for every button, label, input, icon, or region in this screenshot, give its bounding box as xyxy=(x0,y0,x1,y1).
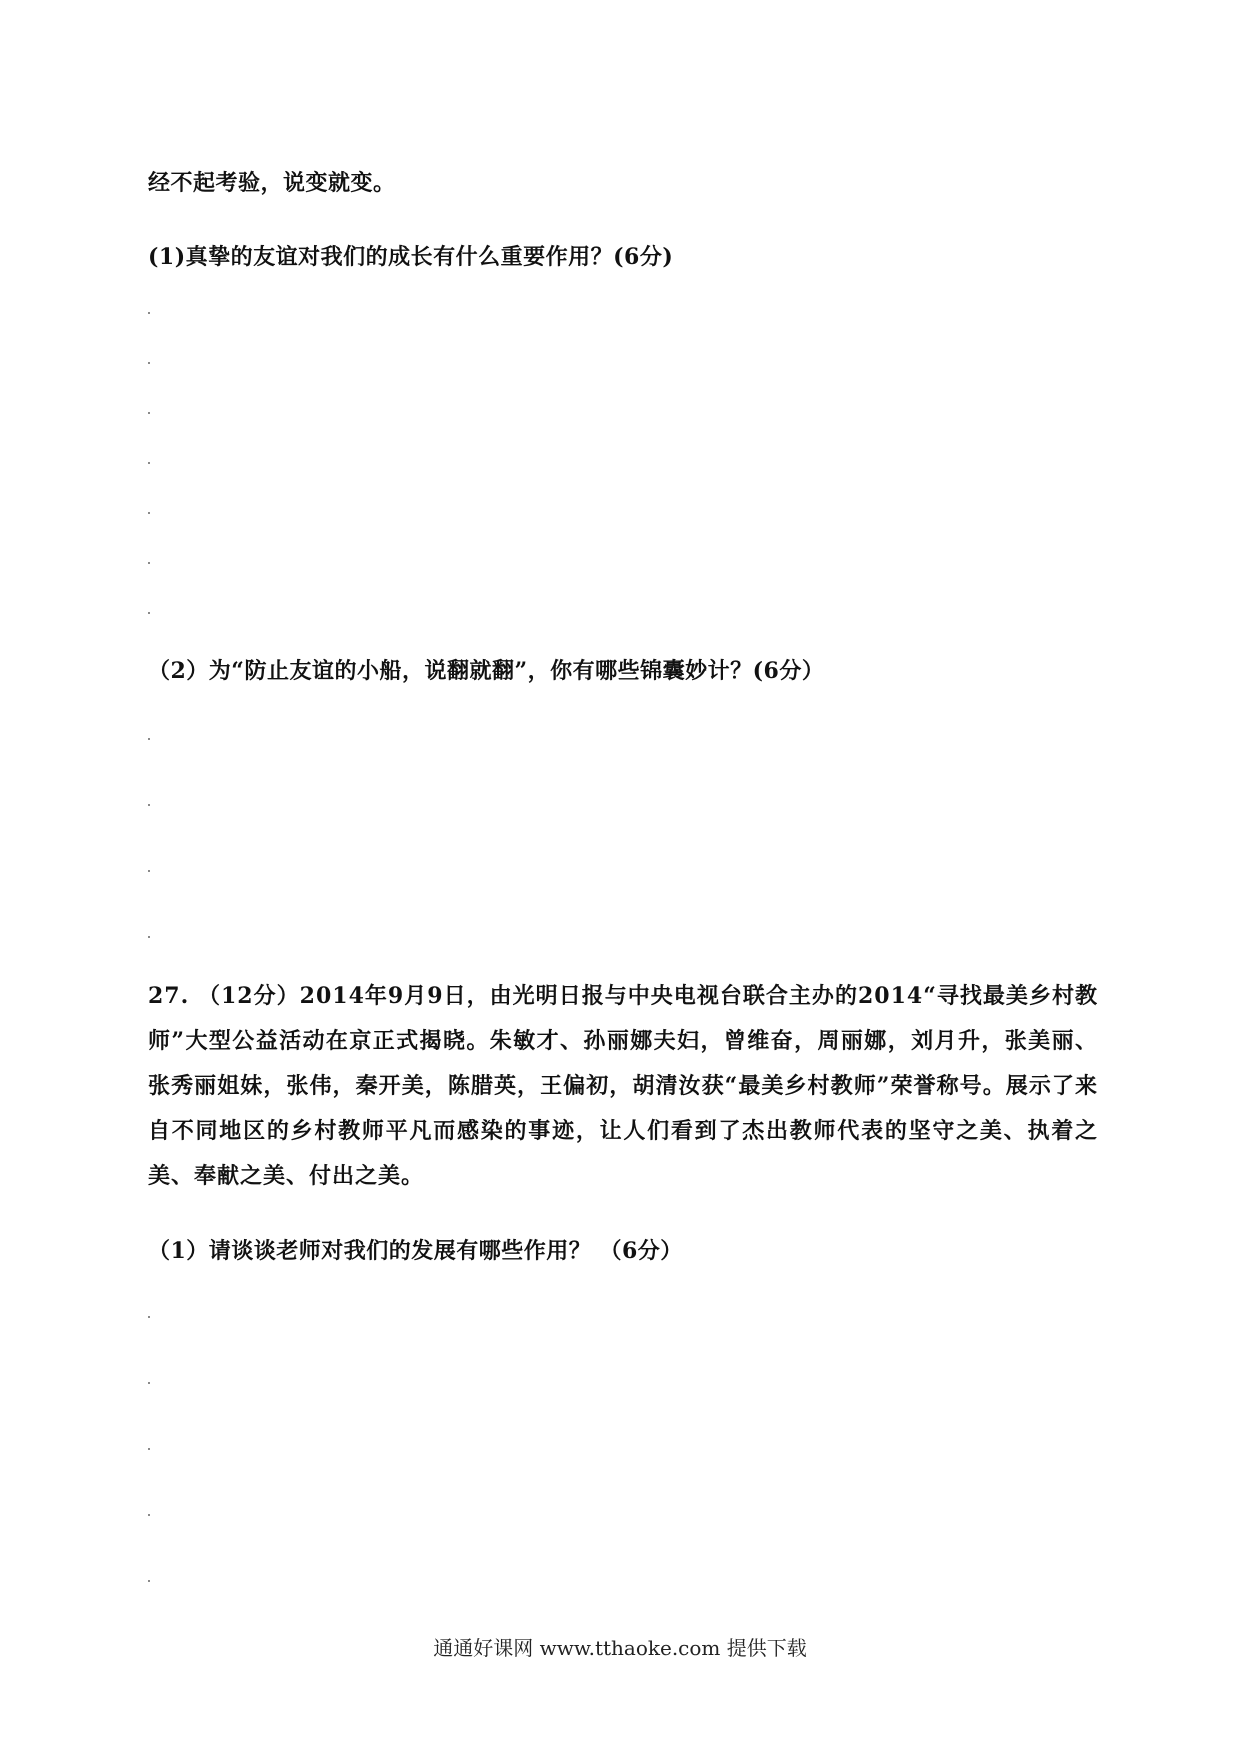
q27-paragraph: 27. （12分）2014年9月9日，由光明日报与中央电视台联合主办的2014“寻找最美乡村教师”大型公益活动在京正式揭晓。朱敏才、孙丽娜夫妇，曾维奋，周丽娜，刘月升，张美丽、张秀丽姐妹，张伟，秦开美，陈腊英，王偏初，胡清汝获“最美乡村教师”荣誉称号。展示了来自不同地区的乡村教师平凡而感染的事迹，让人们看到了杰出教师代表的坚守之美、执着之美、奉献之美、付出之美。 xyxy=(148,983,1098,1189)
q26-sub1-question: (1)真挚的友谊对我们的成长有什么重要作用？(6分) xyxy=(148,244,674,270)
answer-line-marker xyxy=(148,1316,150,1318)
answer-line-marker xyxy=(148,512,150,514)
answer-line-marker xyxy=(148,612,150,614)
q26-sub2-question: （2）为“防止友谊的小船，说翻就翻”，你有哪些锦囊妙计？(6分） xyxy=(148,658,825,684)
q26-continuation-text: 经不起考验，说变就变。 xyxy=(148,170,396,196)
answer-line-marker xyxy=(148,804,150,806)
page-footer-source: 通通好课网 www.tthaoke.com 提供下载 xyxy=(433,1636,807,1660)
answer-line-marker xyxy=(148,412,150,414)
answer-line-marker xyxy=(148,1580,150,1582)
answer-line-marker xyxy=(148,312,150,314)
answer-line-marker xyxy=(148,738,150,740)
answer-line-marker xyxy=(148,936,150,938)
answer-line-marker xyxy=(148,1514,150,1516)
answer-line-marker xyxy=(148,870,150,872)
answer-line-marker xyxy=(148,462,150,464)
answer-line-marker xyxy=(148,1448,150,1450)
answer-line-marker xyxy=(148,362,150,364)
q27-sub1-question: （1）请谈谈老师对我们的发展有哪些作用？ （6分） xyxy=(148,1238,683,1264)
answer-line-marker xyxy=(148,562,150,564)
answer-line-marker xyxy=(148,1382,150,1384)
